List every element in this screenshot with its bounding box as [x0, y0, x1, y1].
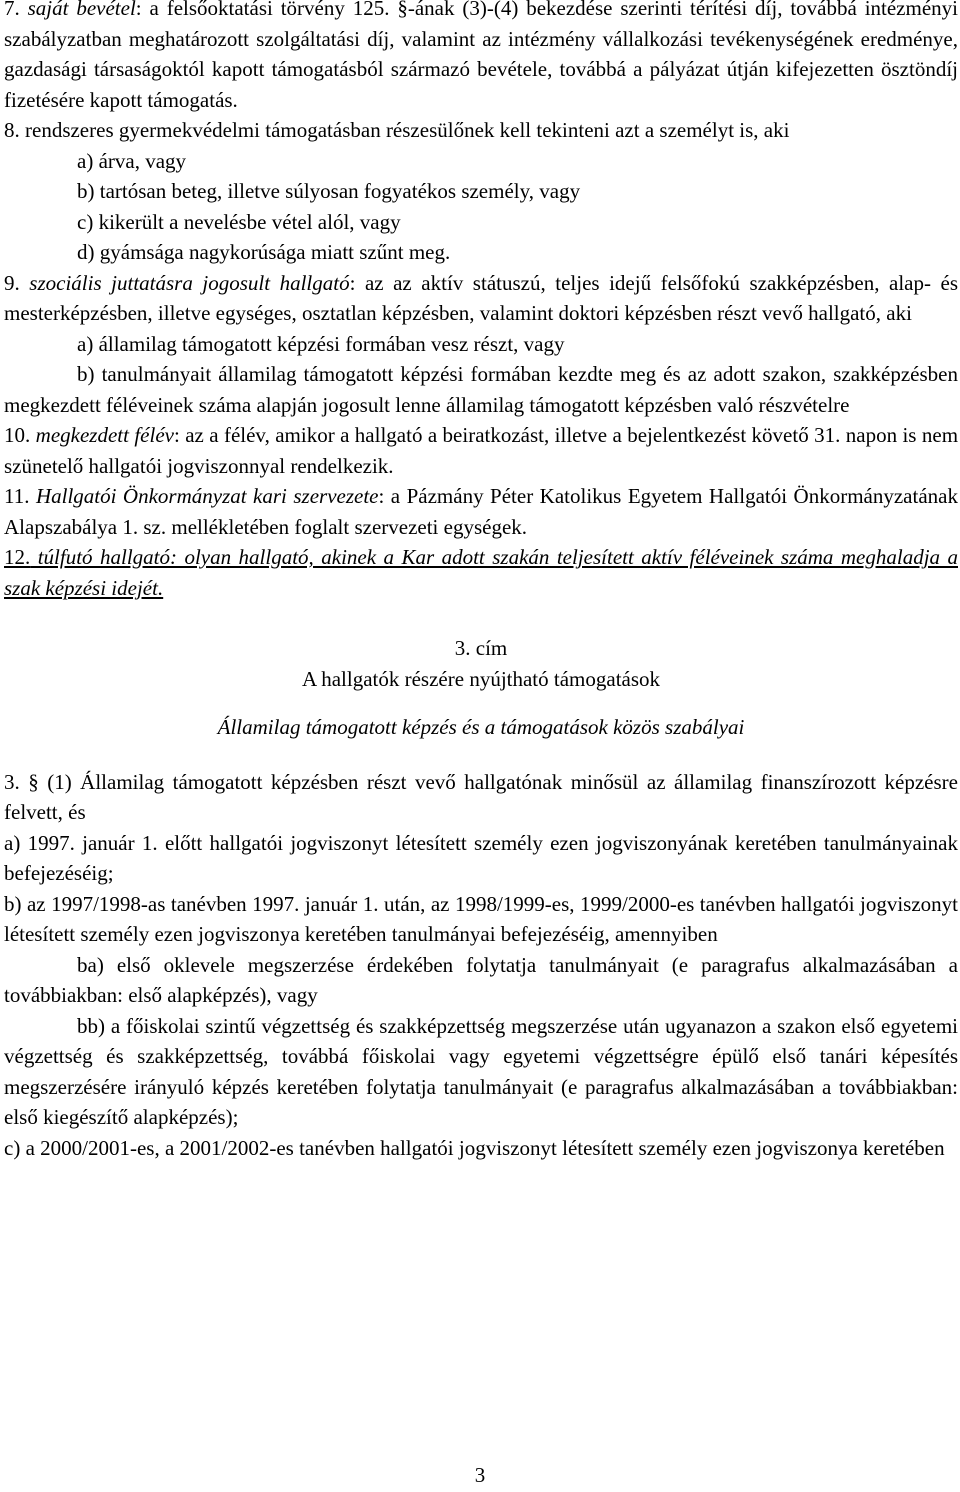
- definition-11: 11. Hallgatói Önkormányzat kari szervezete: a Pázmány Péter Katolikus Egyetem Hallgatói Önkormányzatának Alapszabálya 1. sz. mellékletében foglalt szervezeti egységek.: [4, 484, 958, 539]
- spacer: [4, 743, 958, 767]
- term-sajat-bevetel: saját bevétel: [27, 0, 136, 20]
- section-subtitle: Államilag támogatott képzés és a támogatások közös szabályai: [217, 715, 745, 739]
- spacer: [4, 694, 958, 712]
- definition-9: 9. szociális juttatásra jogosult hallgató: az az aktív státuszú, teljes idejű felsőfokú szakképzésben, alap- és mesterképzésben, illetve egységes, osztatlan képzésben, valamint doktori képzésben részt vevő hallgató, aki: [4, 270, 958, 325]
- paragraph-3-b: b) az 1997/1998-as tanévben 1997. január 1. után, az 1998/1999-es, 1999/2000-es tanévben hallgatói jogviszonyt létesített személy ezen jogviszonya keretében tanulmányai befejezéséig, amennyiben: [4, 891, 958, 946]
- definition-12: 12. túlfutó hallgató: olyan hallgató, akinek a Kar adott szakán teljesített aktív féléveinek száma meghaladja a szak képzési idejét.: [4, 545, 958, 600]
- paragraph-3-intro: 3. § (1) Államilag támogatott képzésben részt vevő hallgatónak minősül az államilag finanszírozott képzésre felvett, és: [4, 769, 958, 824]
- paragraph-3-bb: bb) a főiskolai szintű végzettség és szakképzettség megszerzése után ugyanazon a szakon első egyetemi végzettség és szakképzettség, továbbá főiskolai vagy egyetemi végzettségre épülő első tanári képesítés megszerzésére irányuló képzés keretében folytatja tanulmányait (e paragrafus alkalmazásában a továbbiakban: első kiegészítő alapképzés);: [4, 1013, 958, 1129]
- section-title: A hallgatók részére nyújtható támogatások: [301, 666, 661, 691]
- spacer: [4, 603, 958, 633]
- definition-8: 8. rendszeres gyermekvédelmi támogatásban részesülőnek kell tekinteni azt a személyt is, aki: [4, 118, 790, 142]
- term-szocialis-juttatas: szociális juttatásra jogosult hallgató: [29, 270, 350, 295]
- term-megkezdett-felev: megkezdett félév: [35, 423, 174, 447]
- definition-9-item-a: a) államilag támogatott képzési formában vesz részt, vagy: [77, 331, 565, 356]
- definition-8-item-c: c) kikerült a nevelésbe vétel alól, vagy: [77, 209, 401, 234]
- definition-9-item-b: b) tanulmányait államilag támogatott képzési formában kezdte meg és az adott szakon, szakképzésben megkezdett féléveinek száma alapján jogosult lenne államilag támogatott képzésben való részvételre: [4, 362, 958, 417]
- definition-8-item-b: b) tartósan beteg, illetve súlyosan fogyatékos személy, vagy: [77, 179, 581, 203]
- definition-7: 7. saját bevétel: a felsőoktatási törvény 125. §-ának (3)-(4) bekezdése szerinti térítési díj, továbbá intézményi szabályzatban meghatározott szolgáltatási díj, valamint az intézmény vállalkozási tevékenységének eredménye, gazdasági társaságoktól kapott támogatásból származó bevétele, továbbá a pályázat útján kifejezetten ösztöndíj fizetésére kapott támogatás.: [4, 0, 958, 115]
- document-page: [4, 0, 958, 1163]
- definition-10: 10. megkezdett félév: az a félév, amikor a hallgató a beiratkozást, illetve a bejelentkezést követő 31. napon is nem szünetelő hallgatói jogviszonnyal rendelkezik.: [4, 423, 959, 478]
- definition-8-item-a: a) árva, vagy: [77, 148, 187, 173]
- definition-8-item-d: d) gyámsága nagykorúsága miatt szűnt meg.: [77, 240, 451, 264]
- paragraph-3-ba: ba) első oklevele megszerzése érdekében folytatja tanulmányait (e paragrafus alkalmazásában a továbbiakban: első alapképzés), vagy: [4, 952, 958, 1007]
- page-number: 3: [474, 1463, 486, 1487]
- term-hok-kari-szervezete: Hallgatói Önkormányzat kari szervezete: [35, 484, 379, 508]
- paragraph-3-c: c) a 2000/2001-es, a 2001/2002-es tanévben hallgatói jogviszonyt létesített személy ezen jogviszonya keretében: [4, 1135, 945, 1160]
- paragraph-3-a: a) 1997. január 1. előtt hallgatói jogviszonyt létesített személy ezen jogviszonyának keretében tanulmányainak befejezéséig;: [4, 830, 958, 885]
- section-number: 3. cím: [454, 636, 508, 660]
